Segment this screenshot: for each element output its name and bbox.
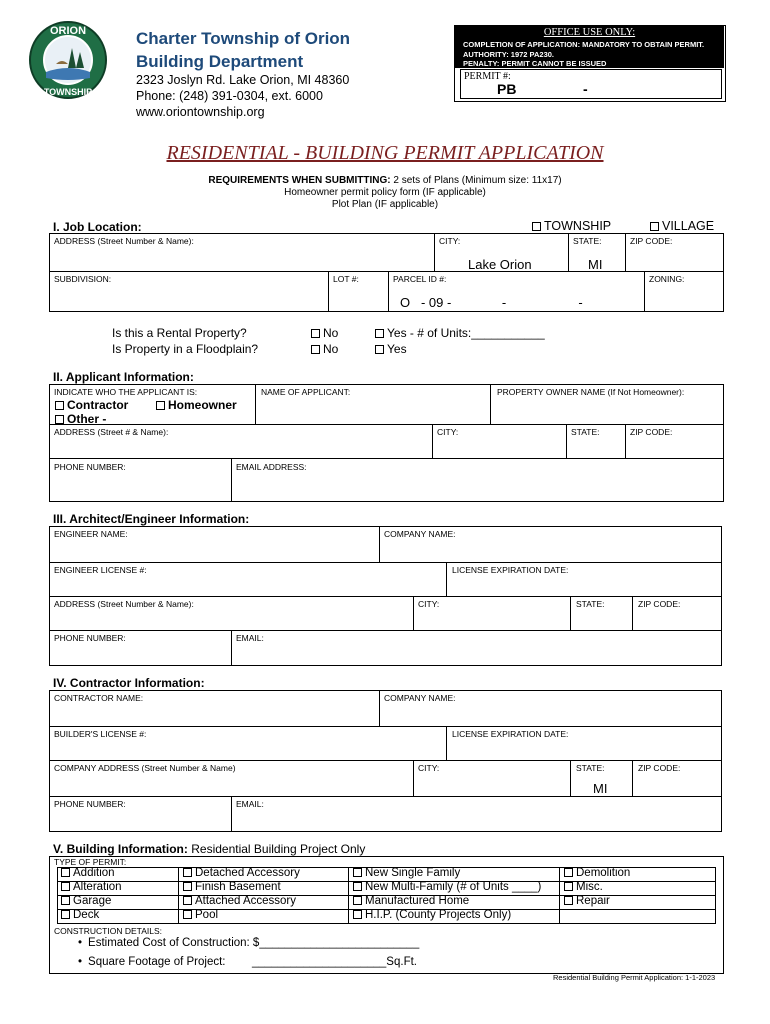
permit-type-checkbox[interactable] <box>61 910 70 919</box>
permit-type-option[interactable] <box>183 867 300 879</box>
form-title: RESIDENTIAL - BUILDING PERMIT APPLICATION <box>166 142 604 164</box>
contractor-email-field[interactable]: EMAIL: <box>236 799 264 809</box>
applicant-heading: II. Applicant Information: <box>53 370 194 384</box>
job-state-value: MI <box>588 257 603 272</box>
engineer-name-field[interactable]: ENGINEER NAME: <box>54 529 128 539</box>
office-line-3: PENALTY: PERMIT CANNOT BE ISSUED <box>463 59 607 68</box>
builder-license-field[interactable]: BUILDER'S LICENSE #: <box>54 729 147 739</box>
engineer-license-field[interactable]: ENGINEER LICENSE #: <box>54 565 147 575</box>
footer-revision: Residential Building Permit Application: 1-1-2023 <box>553 973 716 982</box>
applicant-address-field[interactable]: ADDRESS (Street # & Name): <box>54 427 169 437</box>
rental-no-label: No <box>323 326 339 340</box>
building-heading-label: V. Building Information: <box>53 842 188 856</box>
engineer-email-field[interactable]: EMAIL: <box>236 633 264 643</box>
permit-type-label: Finish Basement <box>195 881 281 893</box>
job-zip-field[interactable]: ZIP CODE: <box>630 236 673 246</box>
other-checkbox[interactable] <box>55 415 64 424</box>
permit-type-option[interactable] <box>61 909 99 921</box>
village-checkbox[interactable] <box>650 222 659 231</box>
parcel-id-value: O - 09 - - - <box>400 295 583 310</box>
permit-type-label: Manufactured Home <box>365 895 470 907</box>
svg-text:ORION: ORION <box>49 25 87 37</box>
permit-type-option[interactable] <box>353 881 541 893</box>
rental-yes-option[interactable] <box>375 326 545 340</box>
permit-type-label: Deck <box>73 909 100 921</box>
permit-type-label: Addition <box>73 867 115 879</box>
permit-number-field[interactable] <box>460 69 722 99</box>
permit-type-checkbox[interactable] <box>61 868 70 877</box>
applicant-type-label: INDICATE WHO THE APPLICANT IS: <box>54 387 198 397</box>
permit-type-checkbox[interactable] <box>353 882 362 891</box>
floodplain-question: Is Property in a Floodplain? <box>112 342 259 356</box>
permit-type-checkbox[interactable] <box>564 882 573 891</box>
org-address: 2323 Joslyn Rd. Lake Orion, MI 48360 <box>136 73 350 87</box>
rental-no-option[interactable] <box>311 326 338 340</box>
permit-type-option[interactable] <box>564 867 630 879</box>
rental-no-checkbox[interactable] <box>311 329 320 338</box>
applicant-contractor-option[interactable] <box>55 398 128 412</box>
permit-type-label: Misc. <box>576 881 603 893</box>
engineer-address-field[interactable]: ADDRESS (Street Number & Name): <box>54 599 194 609</box>
office-use-title: OFFICE USE ONLY: <box>543 27 636 38</box>
svg-text:TOWNSHIP: TOWNSHIP <box>43 87 93 97</box>
applicant-other-option[interactable] <box>55 412 183 426</box>
applicant-zip-field[interactable]: ZIP CODE: <box>630 427 673 437</box>
flood-yes-label: Yes <box>387 342 407 356</box>
township-label: TOWNSHIP <box>544 219 612 233</box>
permit-type-checkbox[interactable] <box>353 868 362 877</box>
permit-type-label: H.I.P. (County Projects Only) <box>365 909 512 921</box>
permit-type-label: TYPE OF PERMIT: <box>54 857 127 867</box>
contractor-table <box>49 690 722 832</box>
permit-type-option[interactable] <box>61 881 122 893</box>
permit-type-label: Repair <box>576 895 610 907</box>
contractor-zip-field[interactable]: ZIP CODE: <box>638 763 681 773</box>
permit-type-label: Demolition <box>576 867 631 879</box>
square-footage-field[interactable]: _____________________Sq.Ft. <box>252 956 417 968</box>
permit-type-label: Pool <box>195 909 219 921</box>
other-label: Other - ___________ <box>67 412 184 426</box>
permit-type-option[interactable] <box>183 895 296 907</box>
org-website: www.oriontownship.org <box>136 105 265 119</box>
building-subheading: Residential Building Project Only <box>187 842 366 856</box>
requirements-item-2: Homeowner permit policy form (IF applicable) <box>284 187 486 198</box>
permit-type-option[interactable] <box>564 881 603 893</box>
job-location-heading: I. Job Location: <box>53 220 142 234</box>
permit-type-checkbox[interactable] <box>564 868 573 877</box>
permit-type-label: Attached Accessory <box>195 895 296 907</box>
flood-no-label: No <box>323 342 339 356</box>
contractor-label: Contractor <box>67 398 129 412</box>
permit-prefix: PB <box>497 81 517 97</box>
applicant-homeowner-option[interactable] <box>156 398 237 412</box>
job-city-value: Lake Orion <box>468 257 532 272</box>
building-heading <box>53 842 365 856</box>
flood-no-option[interactable] <box>311 342 338 356</box>
rental-question: Is this a Rental Property? <box>112 326 247 340</box>
village-label: VILLAGE <box>662 219 715 233</box>
rental-yes-checkbox[interactable] <box>375 329 384 338</box>
applicant-city-field[interactable]: CITY: <box>437 427 459 437</box>
engineer-state-field[interactable]: STATE: <box>576 599 605 609</box>
permit-type-option[interactable] <box>564 895 610 907</box>
office-line-1: COMPLETION OF APPLICATION: MANDATORY TO OBTAIN PERMIT. <box>463 40 705 49</box>
architect-heading: III. Architect/Engineer Information: <box>53 512 250 526</box>
permit-type-label: Garage <box>73 895 112 907</box>
org-name: Charter Township of Orion <box>136 29 351 48</box>
permit-type-checkbox[interactable] <box>61 882 70 891</box>
village-option[interactable] <box>650 219 714 233</box>
contractor-name-field[interactable]: CONTRACTOR NAME: <box>54 693 144 703</box>
permit-type-checkbox[interactable] <box>183 910 192 919</box>
job-state-field[interactable]: STATE: <box>573 236 602 246</box>
contractor-address-field[interactable]: COMPANY ADDRESS (Street Number & Name) <box>54 763 236 773</box>
zoning-field[interactable]: ZONING: <box>649 274 685 284</box>
contractor-checkbox[interactable] <box>55 401 64 410</box>
applicant-phone-field[interactable]: PHONE NUMBER: <box>54 462 126 472</box>
permit-type-label: Detached Accessory <box>195 867 300 879</box>
flood-yes-checkbox[interactable] <box>375 345 384 354</box>
org-phone: Phone: (248) 391-0304, ext. 6000 <box>136 89 323 103</box>
office-line-2: AUTHORITY: 1972 PA230. <box>463 50 554 59</box>
parcel-id-field[interactable]: PARCEL ID #: <box>393 274 447 284</box>
construction-details-label: CONSTRUCTION DETAILS: <box>54 926 162 936</box>
engineer-phone-field[interactable]: PHONE NUMBER: <box>54 633 126 643</box>
permit-type-checkbox[interactable] <box>353 896 362 905</box>
township-seal-logo <box>28 20 108 100</box>
township-checkbox[interactable] <box>532 222 541 231</box>
engineer-zip-field[interactable]: ZIP CODE: <box>638 599 681 609</box>
applicant-name-field[interactable]: NAME OF APPLICANT: <box>261 387 351 397</box>
applicant-table <box>49 384 724 502</box>
permit-type-label: Alteration <box>73 881 122 893</box>
requirements-label: REQUIREMENTS WHEN SUBMITTING: <box>208 175 391 186</box>
permit-type-option[interactable] <box>183 909 218 921</box>
contractor-city-field[interactable]: CITY: <box>418 763 440 773</box>
job-city-field[interactable]: CITY: <box>439 236 461 246</box>
department-name: Building Department <box>136 52 304 71</box>
requirements-item-3: Plot Plan (IF applicable) <box>331 199 439 210</box>
flood-no-checkbox[interactable] <box>311 345 320 354</box>
permit-dash: - <box>583 81 588 97</box>
permit-type-option[interactable] <box>61 867 115 879</box>
requirements-line-1 <box>0 175 770 186</box>
permit-type-option[interactable] <box>353 895 469 907</box>
permit-label: PERMIT #: <box>464 71 511 82</box>
permit-type-checkbox[interactable] <box>564 896 573 905</box>
property-owner-field[interactable]: PROPERTY OWNER NAME (If Not Homeowner): <box>497 387 685 397</box>
permit-type-option[interactable] <box>353 909 511 921</box>
permit-type-label: New Single Family <box>365 867 461 879</box>
permit-type-checkbox[interactable] <box>183 896 192 905</box>
permit-type-option[interactable] <box>61 895 111 907</box>
contractor-company-field[interactable]: COMPANY NAME: <box>384 693 456 703</box>
requirements-item-1: 2 sets of Plans (Minimum size: 11x17) <box>390 175 562 186</box>
permit-type-label: New Multi-Family (# of Units ____) <box>365 881 542 893</box>
builder-license-expiry-field[interactable]: LICENSE EXPIRATION DATE: <box>452 729 569 739</box>
engineer-city-field[interactable]: CITY: <box>418 599 440 609</box>
contractor-heading: IV. Contractor Information: <box>53 676 205 690</box>
homeowner-checkbox[interactable] <box>156 401 165 410</box>
contractor-state-value: MI <box>593 781 608 796</box>
applicant-state-field[interactable]: STATE: <box>571 427 600 437</box>
permit-type-checkbox[interactable] <box>353 910 362 919</box>
township-option[interactable] <box>532 219 611 233</box>
rental-yes-label: Yes - # of Units:___________ <box>387 326 545 340</box>
estimated-cost-field[interactable]: • Estimated Cost of Construction: $_________________________ <box>78 937 419 949</box>
permit-type-checkbox[interactable] <box>183 882 192 891</box>
homeowner-label: Homeowner <box>168 398 237 412</box>
engineer-license-expiry-field[interactable]: LICENSE EXPIRATION DATE: <box>452 565 569 575</box>
applicant-email-field[interactable]: EMAIL ADDRESS: <box>236 462 307 472</box>
flood-yes-option[interactable] <box>375 342 407 356</box>
office-use-box <box>454 25 726 102</box>
permit-type-option[interactable] <box>183 881 281 893</box>
engineer-company-field[interactable]: COMPANY NAME: <box>384 529 456 539</box>
permit-type-checkbox[interactable] <box>61 896 70 905</box>
square-footage-label: • Square Footage of Project: <box>78 956 225 968</box>
job-address-field[interactable]: ADDRESS (Street Number & Name): <box>54 236 194 246</box>
contractor-state-field[interactable]: STATE: <box>576 763 605 773</box>
subdivision-field[interactable]: SUBDIVISION: <box>54 274 112 284</box>
permit-type-option[interactable] <box>353 867 460 879</box>
permit-type-checkbox[interactable] <box>183 868 192 877</box>
lot-field[interactable]: LOT #: <box>333 274 359 284</box>
contractor-phone-field[interactable]: PHONE NUMBER: <box>54 799 126 809</box>
